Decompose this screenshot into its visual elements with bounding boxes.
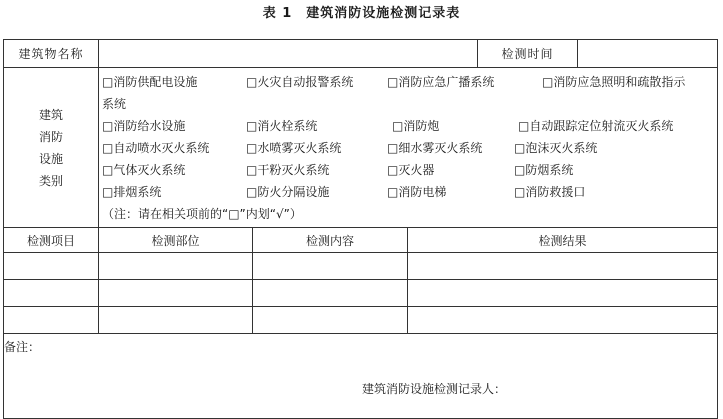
category-label-line: 类别	[38, 173, 63, 188]
category-checkbox[interactable]: □泡沫灭火系统	[514, 141, 598, 155]
table-row	[4, 280, 718, 307]
category-checkbox[interactable]: □消防供配电设施	[102, 75, 198, 89]
detection-time-label: 检测时间	[478, 40, 578, 68]
category-checkbox[interactable]: □排烟系统	[102, 185, 162, 199]
item-cell[interactable]	[4, 253, 99, 280]
category-checkbox[interactable]: □水喷雾灭火系统	[246, 141, 342, 155]
category-checkbox[interactable]: □防火分隔设施	[246, 185, 330, 199]
result-cell[interactable]	[408, 307, 718, 334]
remark-label: 备注：	[4, 340, 41, 354]
item-cell[interactable]	[4, 307, 99, 334]
column-header-content: 检测内容	[253, 228, 408, 253]
category-checkbox[interactable]: □火灾自动报警系统	[246, 75, 354, 89]
detection-time-field[interactable]	[578, 40, 718, 68]
remark-cell[interactable]	[4, 334, 718, 419]
category-option-row	[102, 115, 717, 137]
result-cell[interactable]	[408, 280, 718, 307]
category-label-line: 建筑	[38, 107, 63, 122]
category-checkbox[interactable]: □消防应急广播系统	[387, 75, 495, 89]
category-option-row	[102, 181, 717, 203]
category-label	[4, 68, 99, 228]
category-checkbox[interactable]: □气体灭火系统	[102, 163, 186, 177]
category-checkbox[interactable]: □干粉灭火系统	[246, 163, 330, 177]
building-name-label: 建筑物名称	[4, 40, 99, 68]
instruction-note: （注：请在相关项前的“□”内划“√”）	[102, 207, 302, 221]
location-cell[interactable]	[99, 253, 253, 280]
category-row	[4, 68, 718, 228]
category-checkbox[interactable]: □灭火器	[387, 163, 435, 177]
category-option-row	[102, 71, 717, 93]
location-cell[interactable]	[99, 280, 253, 307]
table-row	[4, 307, 718, 334]
remark-row	[4, 334, 718, 419]
category-option-row	[102, 159, 717, 181]
building-name-row	[4, 40, 718, 68]
building-name-field[interactable]	[99, 40, 478, 68]
category-checkbox[interactable]: □消防电梯	[387, 185, 447, 199]
column-header-item: 检测项目	[4, 228, 99, 253]
content-cell[interactable]	[253, 280, 408, 307]
category-checkbox[interactable]: □自动喷水灭火系统	[102, 141, 210, 155]
table-row	[4, 253, 718, 280]
category-checkbox[interactable]: □消防给水设施	[102, 119, 186, 133]
recorder-label: 建筑消防设施检测记录人：	[362, 382, 507, 396]
item-cell[interactable]	[4, 280, 99, 307]
category-checkbox[interactable]: □消防炮	[392, 119, 440, 133]
column-header-location: 检测部位	[99, 228, 253, 253]
category-option-row	[102, 137, 717, 159]
category-checkbox[interactable]: □消防救援口	[514, 185, 586, 199]
category-checkbox[interactable]: □防烟系统	[514, 163, 574, 177]
category-options	[99, 68, 718, 228]
document-title	[0, 2, 723, 21]
location-cell[interactable]	[99, 307, 253, 334]
column-header-result: 检测结果	[408, 228, 718, 253]
category-label-line: 消防	[38, 129, 63, 144]
inspection-record-table	[3, 39, 718, 419]
category-checkbox[interactable]: □细水雾灭火系统	[387, 141, 483, 155]
content-cell[interactable]	[253, 253, 408, 280]
category-checkbox[interactable]: □自动跟踪定位射流灭火系统	[518, 119, 674, 133]
result-cell[interactable]	[408, 253, 718, 280]
table-title: 建筑消防设施检测记录表	[306, 6, 461, 21]
column-header-row	[4, 228, 718, 253]
category-checkbox[interactable]: □消防应急照明和疏散指示	[542, 75, 686, 89]
table-number: 表 1	[262, 6, 293, 21]
content-cell[interactable]	[253, 307, 408, 334]
category-option-wrap: 系统	[102, 97, 127, 111]
category-checkbox[interactable]: □消火栓系统	[246, 119, 318, 133]
category-label-line: 设施	[38, 151, 63, 166]
